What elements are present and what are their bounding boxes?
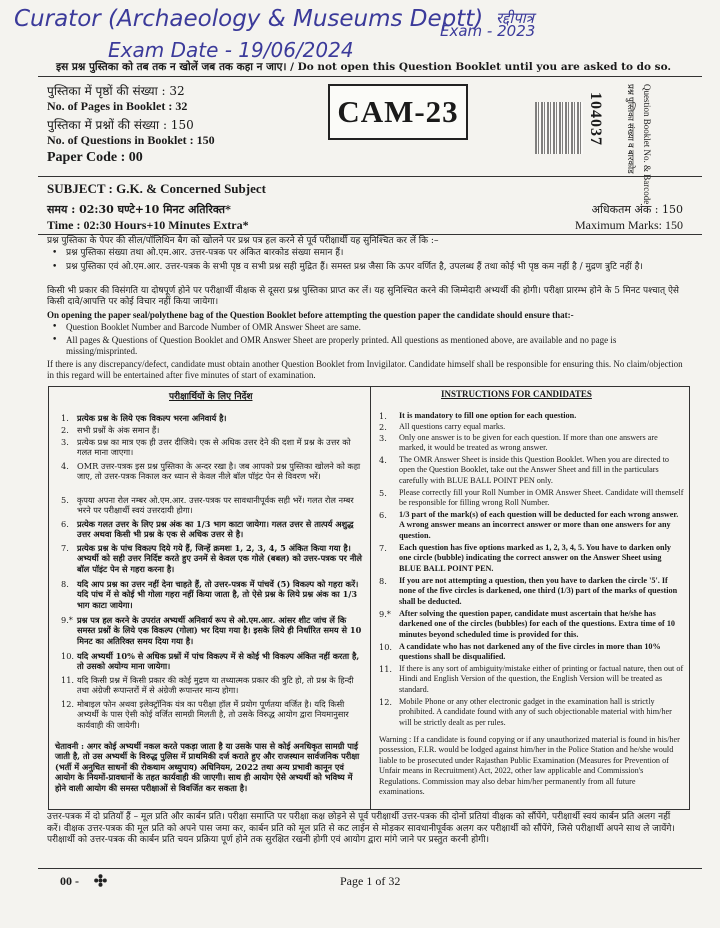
instructions-en-title: INSTRUCTIONS FOR CANDIDATES — [441, 389, 592, 399]
instruction-hi-item: प्रत्येक प्रश्न का मात्र एक ही उत्तर दीजिये। एक से अधिक उत्तर देने की दशा में प्रश्न के उत्तर को गलत माना जाएगा। — [77, 437, 351, 458]
instruction-en-number: 2. — [379, 422, 387, 432]
instruction-hi-item: OMR उत्तर-पत्रक इस प्रश्न पुस्तिका के अन्दर रखा है। जब आपको प्रश्न पुस्तिका खोलने को कहा जाए, तो उत्तर-पत्रक निकाल कर ध्यान से केवल नीले बॉल पॉइंट पेन से विवरण भरें। — [77, 461, 361, 482]
handwritten-extra: रद्दीपात्र — [496, 9, 534, 27]
divider — [38, 868, 702, 869]
questions-count-en: No. of Questions in Booklet : 150 — [47, 133, 215, 147]
divider — [38, 76, 702, 77]
instruction-hi-item: यदि किसी प्रश्न में किसी प्रकार की कोई मुद्रण या तथ्यात्मक प्रकार की त्रुटि हो, तो प्रश्न के हिन्दी तथा अंग्रेजी रूपान्तरों में से अंग्रेजी रूपान्तर मान्य होगा। — [77, 675, 354, 696]
instruction-hi-item: कृपया अपना रोल नम्बर ओ.एम.आर. उत्तर-पत्रक पर सावधानीपूर्वक सही भरें। गलत रोल नम्बर भरने पर परीक्षार्थी स्वयं उत्तरदायी होगा। — [77, 495, 354, 516]
instruction-en-item: After solving the question paper, candidate must ascertain that he/she has darkened one of the circles (bubbles) for each of the questions. Extra time of 10 minutes beyond scheduled time is provided for this. — [399, 609, 676, 639]
instruction-hi-number: 6. — [61, 519, 69, 529]
max-marks-hi: अधिकतम अंक : 150 — [591, 203, 683, 216]
exam-code-box: CAM-23 — [328, 84, 468, 140]
instruction-en-number: 1. — [379, 411, 387, 421]
booklet-label-hi: प्रश्न पुस्तिका संख्या व बारकोड — [626, 84, 636, 174]
flower-icon — [94, 874, 107, 887]
instructions-hi-title: परीक्षार्थियों के लिए निर्देश — [169, 392, 253, 402]
booklet-label-en: Question Booklet No. & Barcode — [642, 84, 652, 205]
instruction-hi-number: 1. — [61, 413, 69, 423]
instruction-en-number: 5. — [379, 488, 387, 498]
instruction-en-item: The OMR Answer Sheet is inside this Question Booklet. When you are directed to open the Question Booklet, take out the Answer Sheet and fill in the particulars carefully with BLUE BALL POINT PEN only. — [399, 455, 669, 485]
instruction-hi-number: 5. — [61, 495, 69, 505]
handwritten-title: Curator (Archaeology & Museums Deptt) — [14, 6, 484, 32]
instruction-hi-number: 4. — [61, 461, 69, 471]
instruction-en-item: A candidate who has not darkened any of the five circles in more than 10% questions shall be disqualified. — [399, 642, 661, 662]
instruction-hi-item: मोबाइल फोन अथवा इलेक्ट्रॉनिक यंत्र का परीक्षा हॉल में प्रयोग पूर्णतया वर्जित है। यदि किसी अभ्यर्थी के पास ऐसी कोई वर्जित सामग्री मिलती है, तो उसके विरुद्ध आयोग द्वारा नियमानुसार कार्यवाही की जायेगी। — [77, 699, 349, 730]
pages-count-hi: पुस्तिका में पृष्ठों की संख्या : 32 — [47, 84, 185, 98]
page-number: Page 1 of 32 — [340, 874, 401, 888]
instruction-en-number: 7. — [379, 543, 387, 553]
instruction-en-number: 9.* — [379, 609, 391, 619]
handwritten-exam-year: Exam - 2023 — [440, 22, 536, 40]
instruction-hi-number: 12. — [61, 699, 75, 709]
instruction-en-item: Only one answer is to be given for each question. If more than one answers are marked, it would be treated as wrong answer. — [399, 433, 658, 453]
instruction-hi-item: यदि अभ्यर्थी 10% से अधिक प्रश्नों में पांच विकल्प में से कोई भी विकल्प अंकित नहीं करता है, तो उसको अयोग्य माना जायेगा। — [77, 651, 360, 672]
instruction-hi-item: प्रत्येक गलत उत्तर के लिए प्रश्न अंक का 1/3 भाग काटा जायेगा। गलत उत्तर से तात्पर्य अशुद्ध उत्तर अथवा किसी भी प्रश्न के एक से अधिक उत्तर से है। — [77, 519, 354, 540]
instruction-en-number: 8. — [379, 576, 387, 586]
preamble-en-note: If there is any discrepancy/defect, candidate must obtain another Question Booklet from Invigilator. Candidate himself shall be responsible for ensuring this. No claim/objection in this regard will be entertained after five minutes of start of examination. — [47, 359, 683, 380]
instruction-hi-number: 2. — [61, 425, 69, 435]
preamble-en-bullet-1: Question Booklet Number and Barcode Number of OMR Answer Sheet are same. — [66, 322, 361, 332]
instruction-en-number: 12. — [379, 697, 393, 707]
instruction-hi-number: 3. — [61, 437, 69, 447]
instruction-en-number: 10. — [379, 642, 393, 652]
barcode-image — [535, 102, 583, 154]
instruction-en-item: Please correctly fill your Roll Number in OMR Answer Sheet. Candidate will themself be responsible for filling wrong Roll Number. — [399, 488, 684, 508]
divider — [38, 234, 702, 235]
time-en: Time : 02:30 Hours+10 Minutes Extra* — [47, 218, 249, 232]
paper-code: Paper Code : 00 — [47, 150, 143, 165]
bullet-icon: • — [52, 322, 58, 332]
instruction-en-number: 6. — [379, 510, 387, 520]
instruction-en-item: Mobile Phone or any other electronic gadget in the examination hall is strictly prohibited. A candidate found with any of such objectionable material with him/her will be strictly dealt as per rules. — [399, 697, 672, 727]
instruction-hi-item: सभी प्रश्नों के अंक समान हैं। — [77, 425, 160, 435]
handwritten-exam-date: Exam Date - 19/06/2024 — [108, 38, 354, 62]
instruction-en-number: 3. — [379, 433, 387, 443]
bullet-icon: • — [52, 335, 58, 345]
instruction-en-item: If there is any sort of ambiguity/mistake either of printing or factual nature, then out of Hindi and English Version of the question, the English Version will be treated as standard. — [399, 664, 684, 694]
footer-code: 00 - — [60, 874, 79, 888]
column-divider — [370, 387, 371, 809]
instruction-en-item: It is mandatory to fill one option for each question. — [399, 411, 577, 420]
instruction-hi-item: यदि आप प्रश्न का उत्तर नहीं देना चाहते हैं, तो उत्तर-पत्रक में पांचवें (5) विकल्प को गहरा करें। यदि पांच में से कोई भी गोला गहरा नहीं किया जाता है, तो ऐसे प्रश्न के लिये प्रश्न अंक का 1/3 भाग काटा जायेगा। — [77, 579, 359, 610]
subject: SUBJECT : G.K. & Concerned Subject — [47, 181, 266, 196]
instruction-hi-number: 11. — [61, 675, 75, 685]
instruction-en-item: Each question has five options marked as 1, 2, 3, 4, 5. You have to darken only one circle (bubble) indicating the correct answer on the Answer Sheet using BLUE BALL POINT PEN. — [399, 543, 671, 573]
booklet-number: 104037 — [587, 92, 604, 146]
questions-count-hi: पुस्तिका में प्रश्नों की संख्या : 150 — [47, 118, 194, 132]
instruction-en-item: If you are not attempting a question, then you have to darken the circle '5'. If none of the five circles is darkened, one third (1/3) part of the marks of question shall be deducted. — [399, 576, 678, 606]
instruction-hi-item: प्रत्येक प्रश्न के लिये एक विकल्प भरना अनिवार्य है। — [77, 413, 227, 423]
warning-hi: चेतावनी : अगर कोई अभ्यर्थी नकल करते पकड़ा जाता है या उसके पास से कोई अनधिकृत सामग्री पाई जाती है, तो उस अभ्यर्थी के विरुद्ध पुलिस में प्राथमिकी दर्ज कराते हुए और राजस्थान सार्वजनिक परीक्षा (भर्ती में अनुचित साधनों की रोकथाम अध्युपाय) अधिनियम, 2022 तथा अन्य प्रभावी कानून एवं आयोग के नियमों-प्रावधानों के तहत कार्यवाही की जाएगी। साथ ही आयोग ऐसे अभ्यर्थी को भविष्य में होने वाली आयोग की समस्त परीक्षाओं से विवर्जित कर सकता है। — [55, 741, 360, 793]
instruction-hi-item: प्रश्न पत्र हल करने के उपरांत अभ्यर्थी अनिवार्य रूप से ओ.एम.आर. आंसर शीट जांच लें कि समस्त प्रश्नों के लिये एक विकल्प (गोला) भर दिया गया है। इसके लिये ही निर्धारित समय से 10 मिनट का अतिरिक्त समय दिया गया है। — [77, 615, 362, 646]
time-hi: समय : 02:30 घण्टे+10 मिनट अतिरिक्त* — [47, 203, 231, 216]
instruction-hi-number: 8. — [61, 579, 69, 589]
do-not-open-warning: इस प्रश्न पुस्तिका को तब तक न खोलें जब तक कहा न जाए। / Do not open this Question Booklet until you are asked to do so. — [56, 61, 672, 73]
footer-note: उत्तर-पत्रक में दो प्रतियाँ हैं – मूल प्रति और कार्बन प्रति। परीक्षा समाप्ति पर परीक्षा कक्ष छोड़ने से पूर्व परीक्षार्थी उत्तर-पत्रक की दोनों प्रतियां वीक्षक को सौंपेंगे, परीक्षार्थी स्वयं कार्बन प्रति अलग नहीं करें। वीक्षक उत्तर-पत्रक की मूल प्रति को अपने पास जमा कर, कार्बन प्रति को मूल प्रति से कट लाईन से मोड़कर सावधानीपूर्वक अलग कर परीक्षार्थी को सौंपेंगे, जिसे परीक्षार्थी अपने साथ ले जायेंगे। परीक्षार्थी को उत्तर-पत्रक की कार्बन प्रति चयन प्रक्रिया पूर्ण होने तक सुरक्षित रखनी होगी एवं आयोग द्वारा मांगे जाने पर प्रस्तुत करनी होगी। — [47, 812, 675, 845]
preamble-en-intro: On opening the paper seal/polythene bag of the Question Booklet before attempting the question paper the candidate should ensure that:- — [47, 310, 574, 320]
warning-en: Warning : If a candidate is found copying or if any unauthorized material is found in his/her possession, F.I.R. would be lodged against him/her in the Police Station and he/she would liable to be prosecuted under Rajasthan Public Examination (Measures for Prevention of Unfair means in Recruitment) Act, 2022, other law applicable and Commission's Regulations. Commission may also debar him/her permanently from all future examinations. — [379, 735, 680, 797]
instruction-en-number: 11. — [379, 664, 393, 674]
preamble-hi-bullet-1: प्रश्न पुस्तिका संख्या तथा ओ.एम.आर. उत्तर-पत्रक पर अंकित बारकोड संख्या समान हैं। — [66, 248, 344, 258]
instruction-en-number: 4. — [379, 455, 387, 465]
instruction-hi-item: प्रत्येक प्रश्न के पांच विकल्प दिये गये हैं, जिन्हें क्रमशः 1, 2, 3, 4, 5 अंकित किया गया है। अभ्यर्थी को सही उत्तर निर्दिष्ट करते हुए उनमें से केवल एक गोले (बबल) को उत्तर-पत्रक पर नीले बॉल पॉइंट पेन से गहरा करना है। — [77, 543, 362, 574]
preamble-hi-bullet-2: प्रश्न पुस्तिका एवं ओ.एम.आर. उत्तर-पत्रक के सभी पृष्ठ व सभी प्रश्न सही मुद्रित हैं। समस्त प्रश्न जैसा कि ऊपर वर्णित है, उपलब्ध हैं तथा कोई भी पृष्ठ कम नहीं है / मुद्रण त्रुटि नहीं है। — [66, 262, 643, 272]
preamble-hi-intro: प्रश्न पुस्तिका के पेपर की सील/पॉलिथिन बैग को खोलने पर प्रश्न पत्र हल करने से पूर्व परीक्षार्थी यह सुनिश्चित कर लें कि :– — [47, 236, 439, 246]
bullet-icon: • — [52, 248, 58, 258]
pages-count-en: No. of Pages in Booklet : 32 — [47, 99, 188, 113]
instruction-hi-number: 10. — [61, 651, 75, 661]
preamble-hi-note: किसी भी प्रकार की विसंगति या दोषपूर्ण होने पर परीक्षार्थी वीक्षक से दूसरा प्रश्न पुस्तिका प्राप्त कर लें। यह सुनिश्चित करने की जिम्मेदारी अभ्यर्थी की होगी। परीक्षा प्रारम्भ होने के 5 मिनट पश्चात् ऐसे किसी दावे/आपत्ति पर कोई विचार नहीं किया जायेगा। — [47, 286, 680, 307]
instruction-hi-number: 7. — [61, 543, 69, 553]
instruction-en-item: All questions carry equal marks. — [399, 422, 506, 431]
preamble-en-bullet-2: All pages & Questions of Question Booklet and OMR Answer Sheet are properly printed. All questions as mentioned above, are available and no page is missing/misprinted. — [66, 335, 617, 356]
instruction-hi-number: 9.* — [61, 615, 73, 625]
divider — [38, 176, 702, 177]
instruction-en-item: 1/3 part of the mark(s) of each question will be deducted for each wrong answer. A wrong answer means an incorrect answer or more than one answers for any question. — [399, 510, 679, 540]
max-marks-en: Maximum Marks: 150 — [575, 218, 683, 232]
bullet-icon: • — [52, 262, 58, 272]
instructions-box — [48, 386, 690, 810]
